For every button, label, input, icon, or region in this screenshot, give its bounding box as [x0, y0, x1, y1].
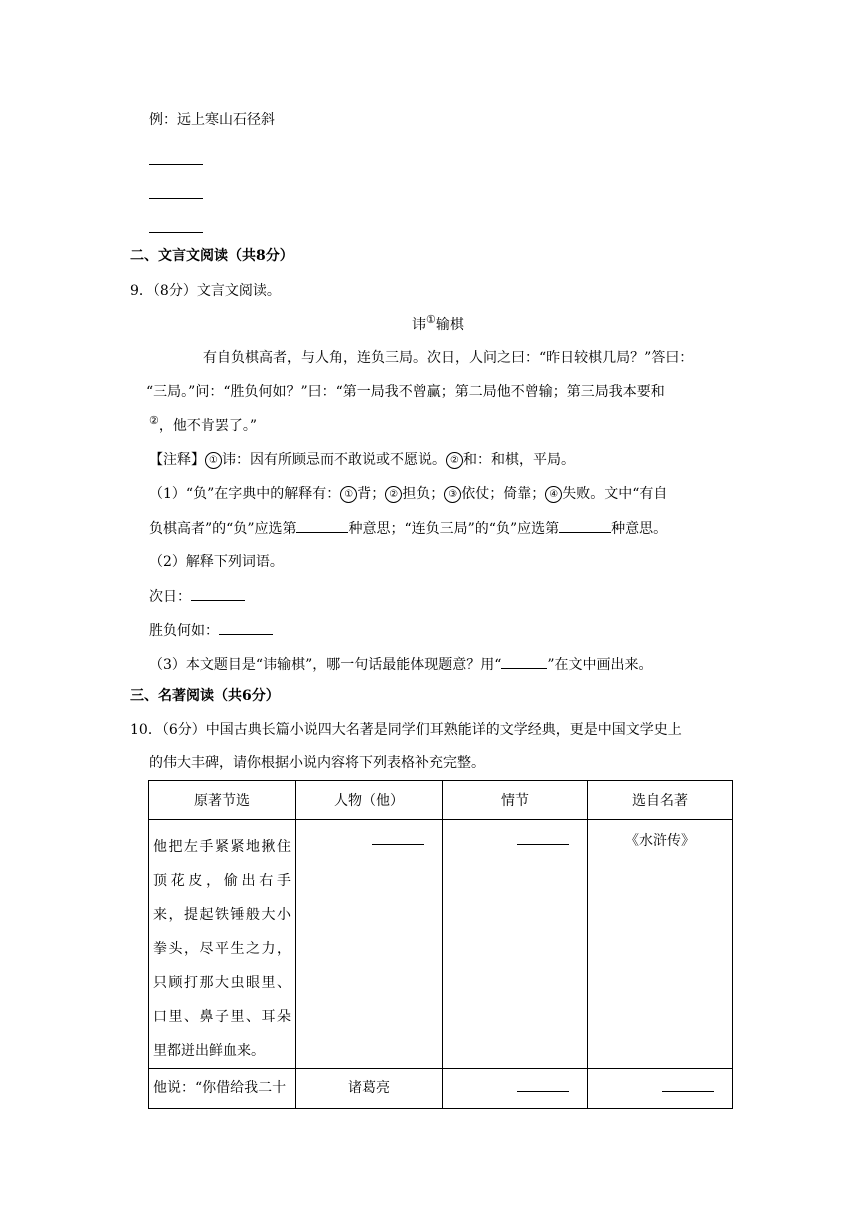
- q9-sub3: （3）本文题目是“讳输棋”，哪一句话最能体现题意？用“ ”在文中画出来。: [149, 654, 653, 675]
- example-line: 例：远上寒山石径斜: [149, 112, 275, 128]
- q10-line-1: 10．（6分）中国古典长篇小说四大名著是同学们耳熟能详的文学经典，更是中国文学史上: [130, 722, 682, 738]
- book-cell[interactable]: [588, 1069, 733, 1109]
- q9-sub1-line1: （1）“负”在字典中的解释有： ① 背； ② 担负； ③ 依仗；倚靠； ④ 失败。文中“有自: [149, 486, 668, 502]
- section-2-heading: 二、文言文阅读（共8分）: [130, 248, 294, 264]
- word-2-blank[interactable]: [219, 620, 273, 635]
- sub3-blank[interactable]: [501, 654, 547, 669]
- table-header-cell: 原著节选: [149, 781, 296, 820]
- answer-blank-3[interactable]: [149, 218, 203, 239]
- table-header-cell: 人物（他）: [296, 781, 443, 820]
- passage-line-1: 有自负棋高者，与人角，连负三局。次日，人问之曰：“昨日较棋几局？”答曰：: [203, 350, 694, 366]
- answer-blank-1[interactable]: [149, 150, 203, 171]
- passage-line-3: ②，他不肯罢了。”: [149, 414, 258, 434]
- table-row: [149, 820, 733, 1069]
- sub1-blank-b[interactable]: [559, 518, 611, 533]
- excerpt-cell: 他说：“你借给我二十: [149, 1069, 296, 1109]
- person-cell[interactable]: [296, 820, 443, 1069]
- q9-sub1-line2: 负棋高者”的“负”应选第 种意思；“连负三局”的“负”应选第 种意思。: [149, 518, 667, 539]
- person-cell: 诸葛亮: [296, 1069, 443, 1109]
- answer-blank-2[interactable]: [149, 184, 203, 205]
- book-cell: 《水浒传》: [588, 820, 733, 1069]
- q9-sub2: （2）解释下列词语。: [149, 554, 284, 570]
- novel-table: [148, 780, 733, 1109]
- table-row: [149, 1069, 733, 1109]
- table-header-cell: 选自名著: [588, 781, 733, 820]
- notes-line: 【注释】 ① 讳：因有所顾忌而不敢说或不愿说。 ② 和：和棋，平局。: [149, 452, 575, 468]
- q9-word-1: 次日：: [149, 586, 245, 607]
- table-header-row: [149, 781, 733, 820]
- excerpt-cell: 他把左手紧紧地揪住顶花皮，偷出右手来，提起铁锤般大小拳头，尽平生之力，只顾打那大虫眼里、口里、鼻子里、耳朵里都迸出鲜血来。: [149, 820, 296, 1069]
- sub1-blank-a[interactable]: [296, 518, 348, 533]
- section-3-heading: 三、名著阅读（共6分）: [130, 688, 280, 704]
- q9-stem: 9．（8分）文言文阅读。: [130, 283, 281, 299]
- plot-cell[interactable]: [443, 1069, 588, 1109]
- q10-line-2: 的伟大丰碑，请你根据小说内容将下列表格补充完整。: [149, 755, 485, 771]
- note-ref-1: ①: [426, 313, 436, 326]
- q9-word-2: 胜负何如：: [149, 620, 273, 641]
- passage-title: 讳①输棋: [412, 313, 464, 333]
- note-ref-2: ②: [149, 414, 159, 427]
- word-1-blank[interactable]: [191, 586, 245, 601]
- passage-line-2: “三局。”问：“胜负何如？”曰：“第一局我不曾赢；第二局他不曾输；第三局我本要和: [146, 384, 665, 400]
- plot-cell[interactable]: [443, 820, 588, 1069]
- table-header-cell: 情节: [443, 781, 588, 820]
